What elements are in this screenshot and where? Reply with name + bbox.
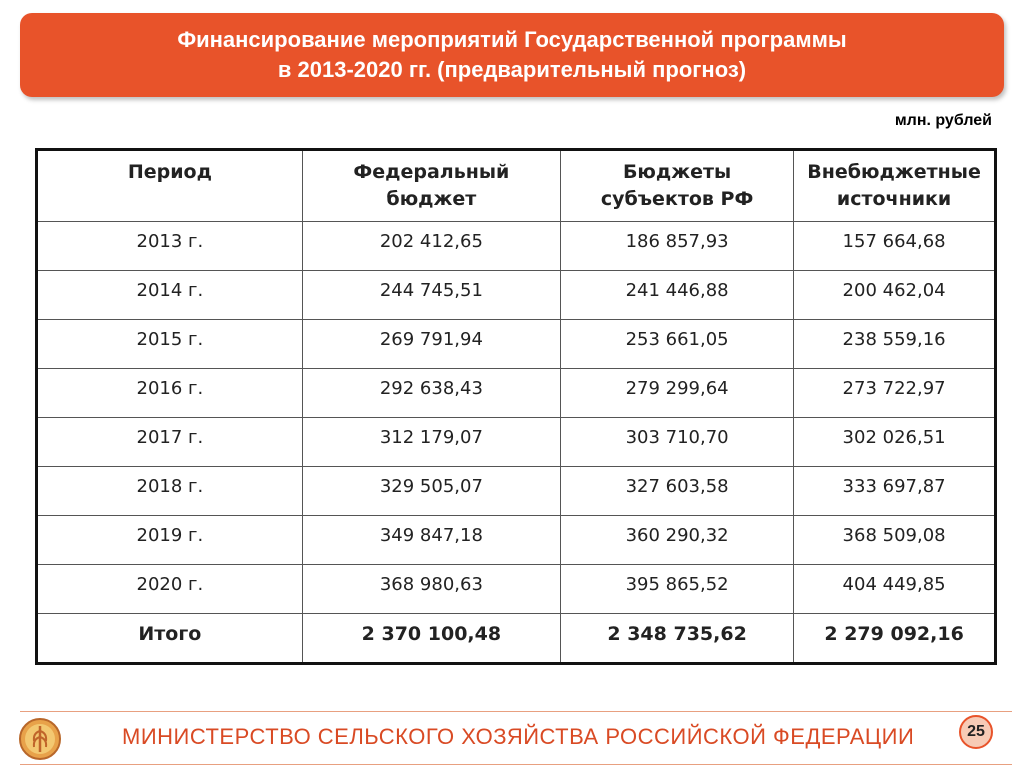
financing-table: [35, 148, 997, 665]
header-regional-budgets: Бюджеты субъектов РФ: [561, 150, 794, 222]
table-row: [37, 418, 996, 467]
cell-extra: 200 462,04: [794, 271, 996, 320]
table-row: [37, 320, 996, 369]
cell-regional: 253 661,05: [561, 320, 794, 369]
table-total-row: [37, 614, 996, 664]
cell-federal: 312 179,07: [302, 418, 560, 467]
ministry-emblem-icon: [18, 717, 62, 761]
cell-period: 2013 г.: [37, 222, 303, 271]
units-label: млн. рублей: [894, 112, 992, 129]
header-period: Период: [37, 150, 303, 222]
cell-regional: 279 299,64: [561, 369, 794, 418]
table-row: [37, 271, 996, 320]
table-header-row: [37, 150, 996, 222]
cell-total-label: Итого: [37, 614, 303, 664]
footer-divider-top: [20, 711, 1012, 712]
cell-period: 2019 г.: [37, 516, 303, 565]
cell-total-extra: 2 279 092,16: [794, 614, 996, 664]
page-number: 25: [967, 723, 985, 740]
cell-federal: 368 980,63: [302, 565, 560, 614]
table-row: [37, 565, 996, 614]
table-row: [37, 369, 996, 418]
table-row: [37, 467, 996, 516]
cell-regional: 241 446,88: [561, 271, 794, 320]
cell-extra: 157 664,68: [794, 222, 996, 271]
cell-federal: 329 505,07: [302, 467, 560, 516]
cell-federal: 349 847,18: [302, 516, 560, 565]
cell-extra: 368 509,08: [794, 516, 996, 565]
table-row: [37, 222, 996, 271]
cell-extra: 238 559,16: [794, 320, 996, 369]
cell-regional: 327 603,58: [561, 467, 794, 516]
header-extrabudgetary: Внебюджетные источники: [794, 150, 996, 222]
cell-period: 2014 г.: [37, 271, 303, 320]
cell-period: 2018 г.: [37, 467, 303, 516]
cell-extra: 333 697,87: [794, 467, 996, 516]
cell-regional: 303 710,70: [561, 418, 794, 467]
cell-federal: 244 745,51: [302, 271, 560, 320]
cell-regional: 186 857,93: [561, 222, 794, 271]
cell-extra: 404 449,85: [794, 565, 996, 614]
cell-federal: 269 791,94: [302, 320, 560, 369]
table-row: [37, 516, 996, 565]
ministry-name: МИНИСТЕРСТВО СЕЛЬСКОГО ХОЗЯЙСТВА РОССИЙСКОЙ ФЕДЕРАЦИИ: [122, 724, 915, 749]
slide-title-line1: Финансирование мероприятий Государственной программы: [177, 27, 847, 52]
cell-period: 2016 г.: [37, 369, 303, 418]
cell-regional: 395 865,52: [561, 565, 794, 614]
cell-period: 2020 г.: [37, 565, 303, 614]
cell-total-regional: 2 348 735,62: [561, 614, 794, 664]
cell-extra: 302 026,51: [794, 418, 996, 467]
cell-total-federal: 2 370 100,48: [302, 614, 560, 664]
cell-period: 2017 г.: [37, 418, 303, 467]
cell-federal: 292 638,43: [302, 369, 560, 418]
slide-title-line2: в 2013-2020 гг. (предварительный прогноз): [277, 57, 747, 82]
cell-extra: 273 722,97: [794, 369, 996, 418]
cell-regional: 360 290,32: [561, 516, 794, 565]
title-banner: [20, 13, 1004, 97]
page-number-badge: [959, 715, 993, 749]
cell-period: 2015 г.: [37, 320, 303, 369]
header-federal-budget: Федеральный бюджет: [302, 150, 560, 222]
footer-divider-bottom: [20, 764, 1012, 765]
cell-federal: 202 412,65: [302, 222, 560, 271]
